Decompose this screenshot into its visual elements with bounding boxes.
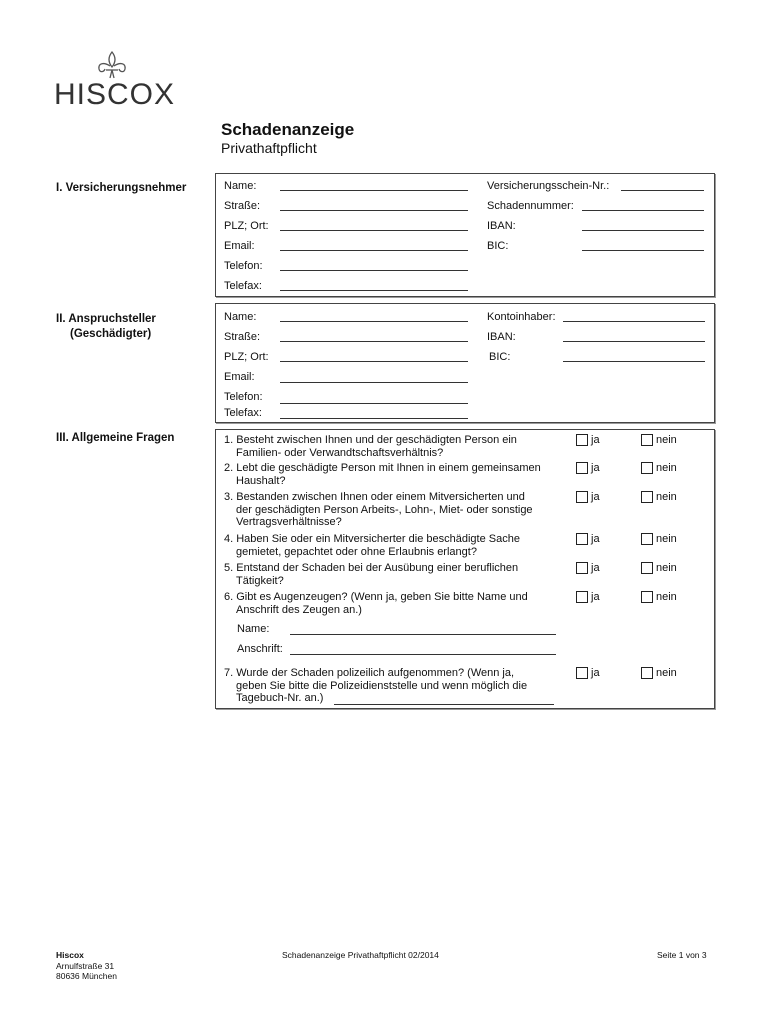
s1-iban-input[interactable] <box>582 218 704 231</box>
question-3 <box>224 491 564 529</box>
footer-address <box>56 950 117 982</box>
question-7-line2: geben Sie bitte die Polizeidienststelle und wenn möglich die <box>236 679 528 692</box>
question-6 <box>224 591 564 616</box>
q4-no-checkbox[interactable] <box>641 533 653 545</box>
s2-bic-label: BIC: <box>489 351 511 363</box>
question-1-line2: Familien- oder Verwandtschaftsverhältnis? <box>236 446 444 459</box>
s1-bic-label: BIC: <box>487 240 509 252</box>
q2-yes-label: ja <box>591 462 600 474</box>
question-1 <box>224 434 564 459</box>
s1-email-label: Email: <box>224 240 255 252</box>
s2-account-holder-label: Kontoinhaber: <box>487 311 556 323</box>
s1-iban-label: IBAN: <box>487 220 516 232</box>
section-2-label-line1: II. Anspruchsteller <box>56 313 156 325</box>
question-4-line1: 4. Haben Sie oder ein Mitversicherter die beschädigte Sache <box>224 533 520 545</box>
question-2-line2: Haushalt? <box>236 474 286 487</box>
question-5-line2: Tätigkeit? <box>236 574 284 587</box>
document-title: Schadenanzeige <box>221 120 355 139</box>
witness-address-label: Anschrift: <box>237 643 283 655</box>
s2-phone-input[interactable] <box>280 391 468 404</box>
s2-city-label: PLZ; Ort: <box>224 351 269 363</box>
footer-document-version: Schadenanzeige Privathaftpflicht 02/2014 <box>282 950 439 960</box>
s1-street-label: Straße: <box>224 200 261 212</box>
q4-no-label: nein <box>656 533 677 545</box>
s1-fax-label: Telefax: <box>224 280 262 292</box>
q1-no-label: nein <box>656 434 677 446</box>
s1-name-input[interactable] <box>280 178 468 191</box>
q7-no-label: nein <box>656 667 677 679</box>
question-6-line1: 6. Gibt es Augenzeugen? (Wenn ja, geben Sie bitte Name und <box>224 591 528 603</box>
q6-yes-checkbox[interactable] <box>576 591 588 603</box>
q1-yes-label: ja <box>591 434 600 446</box>
section-3-label: III. Allgemeine Fragen <box>56 432 175 444</box>
s1-policy-no-input[interactable] <box>621 178 704 191</box>
s1-phone-label: Telefon: <box>224 260 263 272</box>
s2-phone-label: Telefon: <box>224 391 263 403</box>
s1-policy-no-label: Versicherungsschein-Nr.: <box>487 180 610 192</box>
s1-claim-no-input[interactable] <box>582 198 704 211</box>
question-7-line3: Tagebuch-Nr. an.) <box>236 692 324 704</box>
s1-claim-no-label: Schadennummer: <box>487 200 574 212</box>
q5-yes-label: ja <box>591 562 600 574</box>
q7-yes-label: ja <box>591 667 600 679</box>
section-2-label <box>56 312 156 342</box>
question-2-line1: 2. Lebt die geschädigte Person mit Ihnen in einem gemeinsamen <box>224 462 541 474</box>
s2-account-holder-input[interactable] <box>563 309 705 322</box>
q3-yes-label: ja <box>591 491 600 503</box>
q5-no-checkbox[interactable] <box>641 562 653 574</box>
q2-yes-checkbox[interactable] <box>576 462 588 474</box>
question-2 <box>224 462 564 487</box>
q2-no-label: nein <box>656 462 677 474</box>
q2-no-checkbox[interactable] <box>641 462 653 474</box>
company-logo-text: HISCOX <box>54 78 176 111</box>
q4-yes-checkbox[interactable] <box>576 533 588 545</box>
question-3-line2: der geschädigten Person Arbeits-, Lohn-, Miet- oder sonstige <box>236 503 533 516</box>
s1-email-input[interactable] <box>280 238 468 251</box>
s1-city-label: PLZ; Ort: <box>224 220 269 232</box>
q5-no-label: nein <box>656 562 677 574</box>
footer-company: Hiscox <box>56 950 84 960</box>
s1-phone-input[interactable] <box>280 258 468 271</box>
s1-fax-input[interactable] <box>280 278 468 291</box>
s2-name-label: Name: <box>224 311 257 323</box>
witness-address-input[interactable] <box>290 642 556 655</box>
question-4-line2: gemietet, gepachtet oder ohne Erlaubnis erlangt? <box>236 545 477 558</box>
s2-iban-label: IBAN: <box>487 331 516 343</box>
question-6-line2: Anschrift des Zeugen an.) <box>236 603 362 616</box>
s1-name-label: Name: <box>224 180 257 192</box>
s2-email-label: Email: <box>224 371 255 383</box>
q6-no-label: nein <box>656 591 677 603</box>
footer-street: Arnulfstraße 31 <box>56 960 115 971</box>
question-3-line3: Vertragsverhältnisse? <box>236 516 342 528</box>
witness-name-label: Name: <box>237 623 270 635</box>
q7-yes-checkbox[interactable] <box>576 667 588 679</box>
s2-street-input[interactable] <box>280 329 468 342</box>
s1-street-input[interactable] <box>280 198 468 211</box>
question-7-line1: 7. Wurde der Schaden polizeilich aufgenommen? (Wenn ja, <box>224 667 515 679</box>
s1-bic-input[interactable] <box>582 238 704 251</box>
q1-no-checkbox[interactable] <box>641 434 653 446</box>
question-3-line1: 3. Bestanden zwischen Ihnen oder einem Mitversicherten und <box>224 491 525 503</box>
q7-no-checkbox[interactable] <box>641 667 653 679</box>
s2-city-input[interactable] <box>280 349 468 362</box>
question-1-line1: 1. Besteht zwischen Ihnen und der geschädigten Person ein <box>224 434 517 446</box>
question-5 <box>224 562 564 587</box>
footer-city: 80636 München <box>56 971 117 981</box>
question-5-line1: 5. Entstand der Schaden bei der Ausübung einer beruflichen <box>224 562 519 574</box>
q6-no-checkbox[interactable] <box>641 591 653 603</box>
fleur-de-lis-logo-icon <box>94 50 130 80</box>
q1-yes-checkbox[interactable] <box>576 434 588 446</box>
section-1-label: I. Versicherungsnehmer <box>56 182 187 194</box>
question-4 <box>224 533 564 558</box>
s1-city-input[interactable] <box>280 218 468 231</box>
document-subtitle: Privathaftpflicht <box>221 140 317 156</box>
police-record-input[interactable] <box>334 692 554 705</box>
s2-street-label: Straße: <box>224 331 261 343</box>
q4-yes-label: ja <box>591 533 600 545</box>
s2-email-input[interactable] <box>280 370 468 383</box>
section-2-label-line2: (Geschädigter) <box>70 328 152 340</box>
s2-fax-label: Telefax: <box>224 407 262 419</box>
s2-fax-input[interactable] <box>280 406 468 419</box>
footer-page-number: Seite 1 von 3 <box>657 950 707 960</box>
q6-yes-label: ja <box>591 591 600 603</box>
witness-name-input[interactable] <box>290 622 556 635</box>
s2-iban-input[interactable] <box>563 329 705 342</box>
q3-no-label: nein <box>656 491 677 503</box>
q3-yes-checkbox[interactable] <box>576 491 588 503</box>
q3-no-checkbox[interactable] <box>641 491 653 503</box>
q5-yes-checkbox[interactable] <box>576 562 588 574</box>
s2-name-input[interactable] <box>280 309 468 322</box>
s2-bic-input[interactable] <box>563 349 705 362</box>
